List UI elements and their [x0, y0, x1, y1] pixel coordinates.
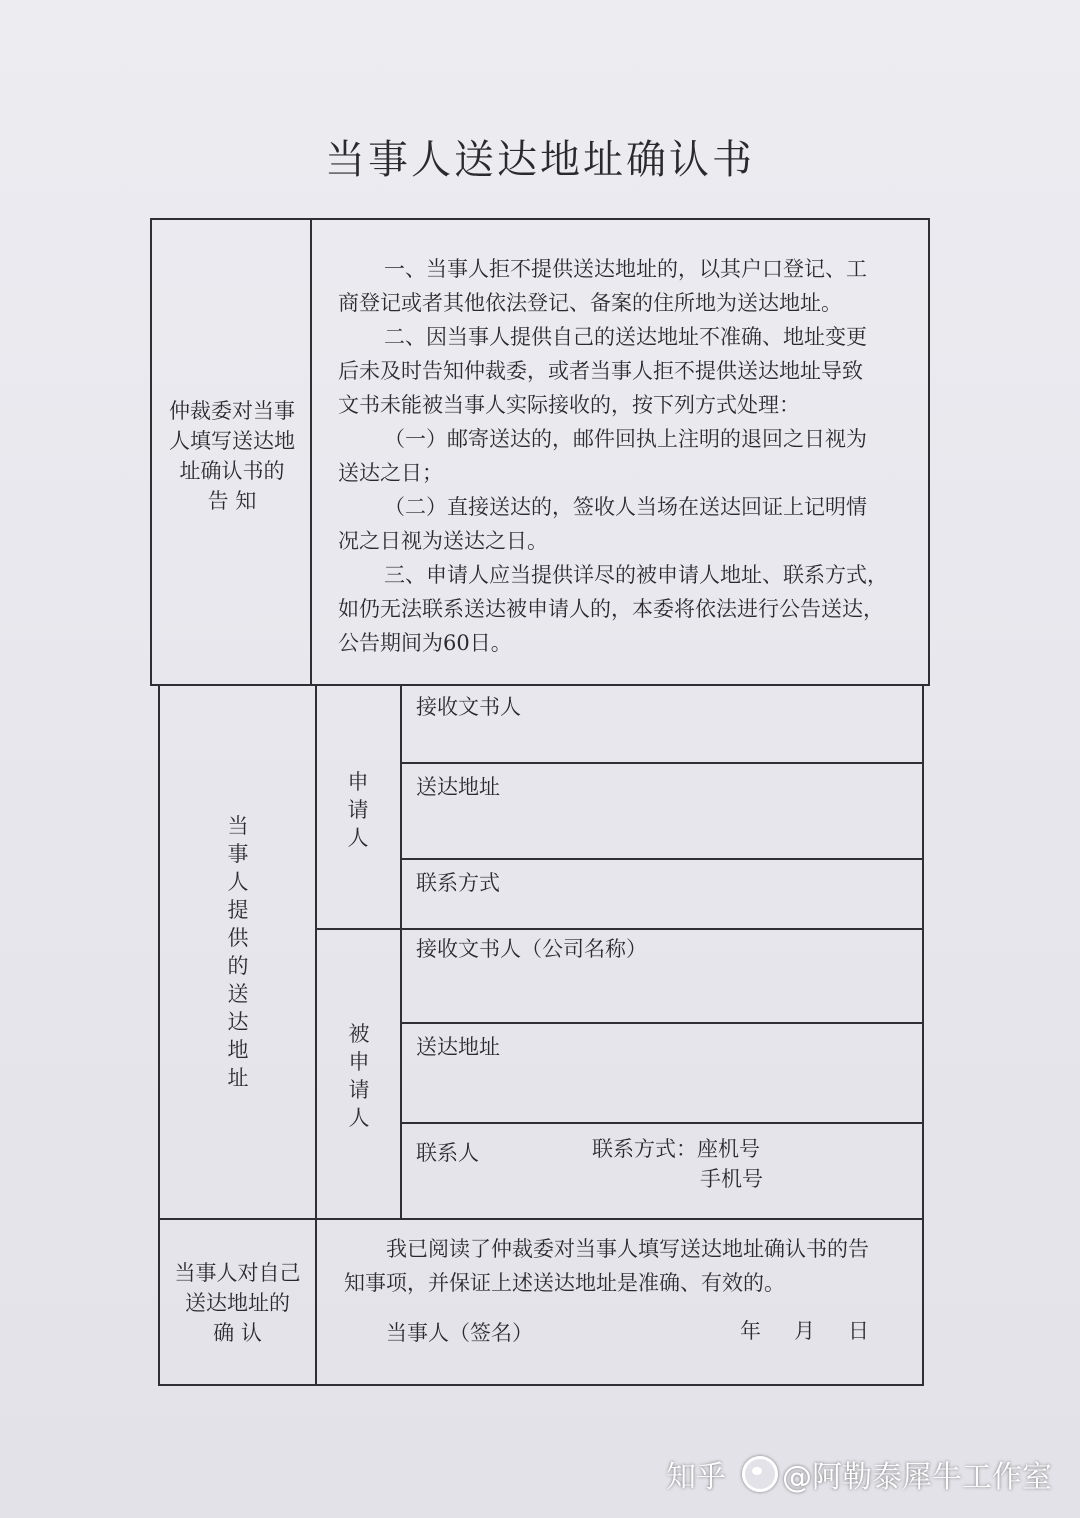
applicant-row-divider-2 — [402, 858, 924, 860]
date-year: 年 — [740, 1319, 761, 1343]
respondent-recipient-field: 接收文书人（公司名称） — [416, 937, 647, 961]
notice-label — [154, 396, 310, 516]
signature-field: 当事人（签名） — [386, 1321, 533, 1345]
applicant-contact-field: 联系方式 — [416, 871, 500, 895]
notice-paragraph: 况之日视为送达之日。 — [338, 529, 548, 553]
watermark — [666, 1452, 1052, 1496]
confirmation-label-line: 确 认 — [213, 1321, 262, 1345]
notice-paragraph: 如仍无法联系送达被申请人的，本委将依法进行公告送达， — [338, 597, 884, 621]
date-month: 月 — [794, 1319, 815, 1343]
watermark-author: @阿勒泰犀牛工作室 — [782, 1460, 1052, 1495]
respondent-mobile-field: 手机号 — [700, 1167, 763, 1191]
notice-paragraph: 文书未能被当事人实际接收的，按下列方式处理： — [338, 393, 800, 417]
confirmation-label-line: 送达地址的 — [185, 1291, 290, 1315]
respondent-address-field: 送达地址 — [416, 1035, 500, 1059]
row-divider-notice — [152, 684, 930, 686]
label-divider-lower — [315, 684, 317, 1386]
notice-paragraph: （二）直接送达的，签收人当场在送达回证上记明情 — [384, 495, 867, 519]
row-divider-confirmation — [160, 1218, 924, 1220]
notice-label-line: 人填写送达地 — [169, 429, 295, 453]
notice-paragraph: 商登记或者其他依法登记、备案的住所地为送达地址。 — [338, 291, 842, 315]
respondent-label: 被申请人 — [348, 1022, 370, 1130]
notice-paragraph: （一）邮寄送达的，邮件回执上注明的退回之日视为 — [384, 427, 867, 451]
applicant-respondent-divider — [317, 928, 924, 930]
date-day: 日 — [848, 1319, 869, 1343]
label-divider-upper — [310, 218, 312, 684]
party-divider — [400, 684, 402, 1218]
wechat-bubble-icon — [742, 1456, 778, 1492]
notice-label-line: 仲裁委对当事 — [169, 399, 295, 423]
notice-paragraph: 三、申请人应当提供详尽的被申请人地址、联系方式， — [384, 563, 888, 587]
confirmation-statement: 我已阅读了仲裁委对当事人填写送达地址确认书的告 — [386, 1237, 869, 1261]
table-right-border-lower — [922, 684, 924, 1386]
notice-label-line: 告 知 — [207, 489, 257, 513]
table-top-border — [150, 218, 930, 220]
applicant-address-field: 送达地址 — [416, 775, 500, 799]
notice-paragraph: 一、当事人拒不提供送达地址的，以其户口登记、工 — [384, 257, 867, 281]
watermark-site: 知乎 — [666, 1460, 726, 1495]
table-right-border-upper — [928, 218, 930, 684]
notice-paragraph: 送达之日； — [338, 461, 443, 485]
confirmation-statement: 知事项，并保证上述送达地址是准确、有效的。 — [344, 1271, 785, 1295]
notice-paragraph: 后未及时告知仲裁委，或者当事人拒不提供送达地址导致 — [338, 359, 863, 383]
respondent-contact-person-field: 联系人 — [416, 1141, 479, 1165]
respondent-row-divider-2 — [402, 1122, 924, 1124]
notice-paragraph: 二、因当事人提供自己的送达地址不准确、地址变更 — [384, 325, 867, 349]
table-bottom-border — [158, 1384, 924, 1386]
provided-address-label: 当事人提供的送达地址 — [227, 814, 249, 1090]
document-title: 当事人送达地址确认书 — [325, 137, 755, 183]
confirmation-label — [160, 1258, 315, 1348]
notice-label-line: 址确认书的 — [179, 459, 285, 483]
applicant-label: 申请人 — [347, 770, 369, 850]
respondent-row-divider-1 — [402, 1022, 924, 1024]
notice-paragraph: 公告期间为60日。 — [338, 631, 512, 655]
table-left-border-upper — [150, 218, 152, 686]
confirmation-label-line: 当事人对自己 — [174, 1261, 301, 1285]
respondent-landline-field: 联系方式：座机号 — [592, 1137, 760, 1161]
applicant-row-divider-1 — [402, 762, 924, 764]
applicant-recipient-field: 接收文书人 — [416, 695, 521, 719]
